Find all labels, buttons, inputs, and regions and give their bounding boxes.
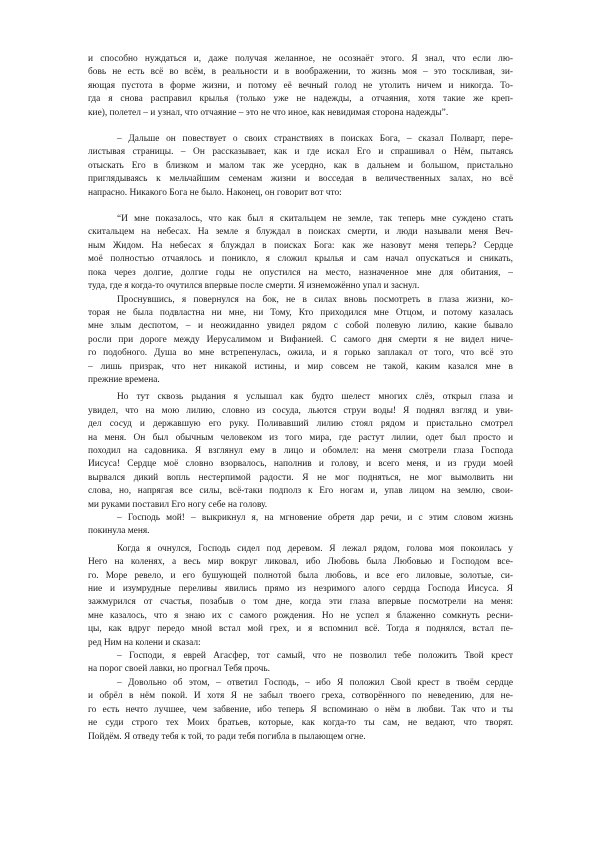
text-line: напрасно. Никакого Бога не было. Наконец, он говорит вот что:	[88, 187, 342, 198]
text-line: не суди строго тех Моих братьев, которые, как когда-то ты сам, не ведают, что творят.	[88, 718, 513, 729]
text-line: го подобного. Душа во мне встрепенулась, ожила, и я горько заплакал от того, что всё это	[88, 348, 513, 359]
text-line: покинула меня.	[88, 526, 150, 537]
paragraph-p2	[88, 133, 513, 200]
text-line: Иисуса! Сердце моё словно взорвалось, наполнив и голову, и всего меня, и из груди моей	[88, 459, 513, 470]
text-line: на порог своей лавки, но прогнал Тебя прочь.	[88, 664, 270, 675]
text-line: – Довольно об этом, – ответил Господь, – ибо Я положил Свой крест в твоём сердце	[117, 677, 513, 688]
text-line: листывая страницы. – Он рассказывает, как и где искал Его и спрашивал о Нём, пытаясь	[88, 147, 513, 158]
text-line: бовь не есть всё во всём, в реальности и в воображении, то жизнь моя – это тоскливая, зи-	[88, 67, 513, 78]
text-line: мне злым деспотом, – и неожиданно увидел рядом с собой полевую лилию, какие бывало	[88, 321, 513, 332]
text-line: гда я снова расправил крылья (только уже не надежды, а отчаяния, хотя такие же креп-	[88, 94, 513, 105]
paragraph-p9	[88, 677, 513, 744]
text-line: походил на садовника. Я взглянул ему в лицо и обомлел: на меня смотрели глаза Господа	[88, 445, 513, 456]
document-page	[88, 53, 513, 744]
text-line: ние и изумрудные переливы явились прямо из незримого алого сердца Господа Иисуса. Я	[88, 584, 513, 595]
text-line: ным Жидом. На небесах я блуждал в поисках Бога: как же назовут меня теперь? Сердце	[88, 240, 513, 251]
text-line: скитальцем на небесах. На земле я блуждал в поисках смерти, и люди называли меня Веч-	[88, 227, 513, 238]
text-line: Но тут сквозь рыдания я услышал как будто шелест многих слёз, открыл глаза и	[117, 392, 513, 403]
text-line: моё полностью отчаялось и поникло, я сложил крылья и сам начал опускаться и сникать,	[88, 254, 513, 265]
paragraph-p5	[88, 391, 513, 512]
text-line: “И мне показалось, что как был я скитальцем не земле, так теперь мне суждено стать	[117, 214, 513, 225]
text-line: кие), полетел – и узнал, что отчаяние – это не что иное, как невидимая сторона надежды”.	[88, 107, 449, 118]
paragraph-p4	[88, 294, 513, 388]
text-line: Него на коленях, а весь мир вокруг ликовал, ибо Любовь была Любовью и Господом все-	[88, 557, 513, 568]
text-line: цы, как вдруг передо мной встал мой грех, и я вспомнил всё. Тогда я поднялся, встал пе-	[88, 624, 513, 635]
paragraph-p6	[88, 512, 513, 539]
text-line: – Господь мой! – выкрикнул я, на мгновение обретя дар речи, и с этим словом жизнь	[117, 513, 513, 523]
text-line: отыскать Его в близком и малом так же усердно, как в дальнем и большом, пристально	[88, 160, 513, 171]
paragraph-spacer	[88, 120, 513, 133]
text-line: – Дальше он повествует о своих странствиях в поисках Бога, – сказал Полварт, пере-	[117, 134, 513, 145]
text-line: и обрёл в нём покой. И хотя Я не забыл твоего греха, сотворённого по неведению, для не-	[88, 691, 513, 702]
text-line: Когда я очнулся, Господь сидел под деревом. Я лежал рядом, голова моя покоилась у	[117, 543, 513, 554]
text-line: яющая пустота в форме жизни, и потому её вечный голод не утолить ничем и никогда. То-	[88, 80, 513, 91]
text-line: увидел, что на мою лилию, словно из сосуда, льются струи воды! Я поднял взгляд и уви-	[88, 405, 513, 416]
text-line: и способно нуждаться и, даже получая желанное, не осознаёт этого. Я знал, что если лю-	[88, 54, 513, 64]
text-line: приглядываясь к мельчайшим семенам жизни и восседая в величественных залах, но всё	[88, 174, 513, 185]
paragraph-spacer	[88, 200, 513, 213]
paragraph-p3	[88, 213, 513, 293]
text-line: туда, где я когда-то очутился впервые после смерти. Я изнеможённо упал и заснул.	[88, 281, 420, 292]
paragraph-p7	[88, 543, 513, 650]
text-line: прежние времена.	[88, 374, 160, 385]
text-line: ред Ним на колени и сказал:	[88, 637, 201, 648]
text-line: слова, но, напрягая все силы, всё-таки подполз к Его ногам и, упав лицом на землю, свои-	[88, 486, 513, 497]
text-line: росли при дороге между Иерусалимом и Вифанией. С самого дня смерти я не видел ниче-	[88, 334, 513, 345]
text-line: Пойдём. Я отведу тебя к той, то ради тебя погибла в пылающем огне.	[88, 731, 366, 742]
text-line: на меня. Он был обычным человеком из того мира, где растут лилии, одет был просто и	[88, 432, 513, 443]
paragraph-p8	[88, 650, 513, 677]
text-line: мне казалось, что я знаю их с самого рождения. Но не успел я блаженно сомкнуть ресни-	[88, 610, 513, 621]
text-line: ми руками поставил Его ногу себе на голову.	[88, 499, 268, 510]
text-line: пока через долгие, долгие годы не опустился на место, назначенное мне для обитания, –	[88, 267, 513, 278]
text-line: го есть нечто лучшее, чем забвение, ибо теперь Я вспоминаю о нём в любви. Так что и ты	[88, 704, 513, 715]
text-line: Проснувшись, я повернулся на бок, не в силах вновь посмотреть в глаза жизни, ко-	[117, 294, 513, 305]
text-line: – лишь призрак, что нет никакой истины, и мир совсем не такой, каким казался мне в	[88, 361, 513, 372]
text-line: вырвался дикий вопль нестерпимой радости. Я не мог подняться, не мог вымолвить ни	[88, 472, 513, 483]
text-line: дел сосуд и державшую его руку. Поливавший лилию стоял рядом и пристально смотрел	[88, 419, 513, 430]
text-line: торая не была подвластна ни мне, ни Тому, Кто приходился мне Отцом, и потому казалась	[88, 307, 513, 318]
text-line: – Господи, я еврей Агасфер, тот самый, что не позволил тебе положить Твой крест	[117, 651, 513, 662]
text-line: зажмурился от счастья, позабыв о том дне, когда эти глаза впервые посмотрели на меня:	[88, 597, 513, 608]
text-line: го. Море ревело, и его бушующей полнотой была любовь, и все его лиловые, золотые, си-	[88, 570, 513, 581]
paragraph-p1	[88, 53, 513, 120]
